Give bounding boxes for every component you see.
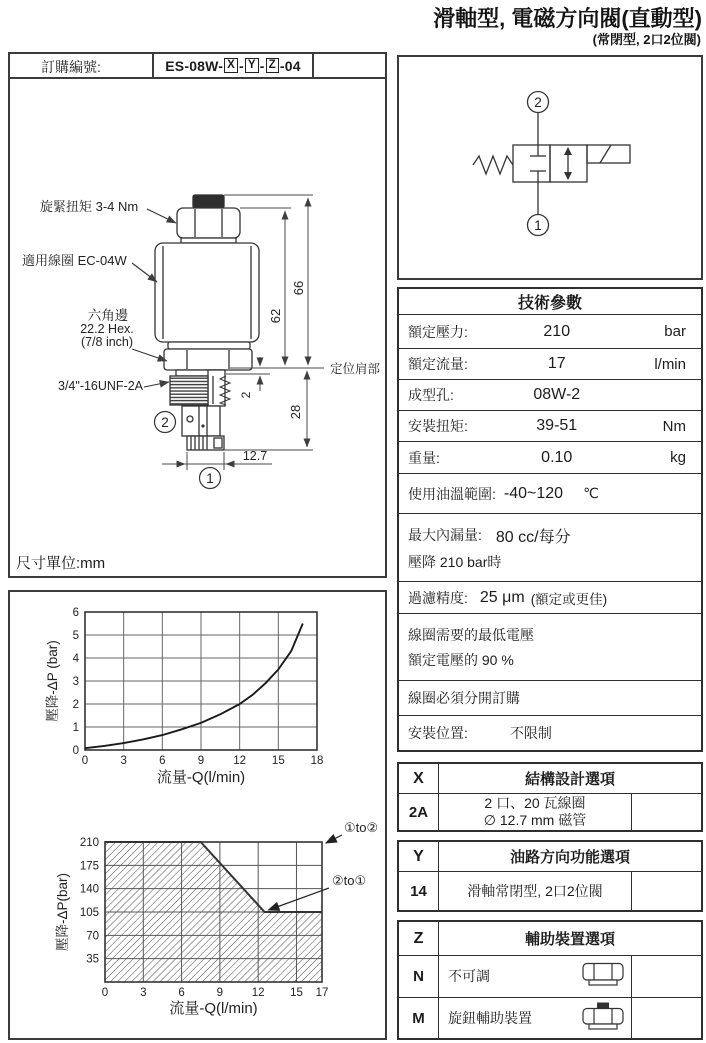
callout-thread: 3/4"-16UNF-2A: [58, 379, 144, 393]
dimension-labels: [239, 281, 381, 463]
operating-envelope-chart: [10, 806, 385, 1038]
valve-technical-drawing: [10, 54, 385, 554]
row-value: 80 cc/每分: [495, 528, 571, 546]
port-2-label: 2: [161, 415, 169, 430]
hex-22: [164, 349, 252, 370]
svg-text:9: 9: [216, 987, 224, 999]
option-table-z: [397, 920, 703, 1040]
option-z-row-m-desc: [439, 998, 632, 1038]
option-x-title: 結構設計選項: [524, 771, 615, 788]
row-value: 210: [543, 322, 571, 340]
row-line2: 壓降 210 bar時: [408, 553, 502, 570]
option-x-header-row: [399, 764, 701, 794]
order-code-prefix: ES-08W-: [165, 57, 224, 74]
option-y-header-row: [399, 842, 701, 872]
nut-icon: [580, 962, 626, 992]
order-code-x: X: [224, 58, 238, 73]
callout-coil: 適用線圈 EC-04W: [22, 253, 127, 268]
option-x-desc: [439, 794, 632, 830]
svg-text:15: 15: [290, 987, 303, 999]
table-row: [399, 314, 701, 348]
svg-text:4: 4: [72, 653, 79, 665]
svg-text:0: 0: [72, 745, 79, 757]
table-row: [399, 794, 701, 830]
row-value: 25 μm: [479, 588, 525, 606]
solenoid-symbol: [587, 145, 630, 163]
row-label: 安裝位置:: [408, 725, 468, 741]
svg-text:70: 70: [86, 930, 99, 943]
dim-62: 62: [268, 308, 283, 324]
option-y-code: Y: [399, 842, 439, 871]
top-hex-nut: [177, 208, 240, 238]
svg-text:壓降-ΔP (bar): 壓降-ΔP (bar): [45, 640, 60, 722]
option-z-row-m-empty-cell: [632, 998, 701, 1038]
row-unit: l/min: [654, 355, 686, 373]
row-label: 額定壓力:: [408, 323, 468, 340]
svg-text:①to②: ①to②: [344, 820, 379, 835]
pressure-drop-chart: [10, 594, 385, 796]
svg-text:175: 175: [79, 860, 99, 873]
order-number-label: 訂購編號:: [41, 59, 101, 75]
option-y-title: 油路方向功能選項: [509, 849, 630, 866]
svg-text:17: 17: [315, 987, 329, 999]
svg-text:15: 15: [271, 755, 285, 767]
option-x-empty-cell: [632, 794, 701, 830]
row-label: 額定流量:: [408, 356, 468, 372]
svg-text:3: 3: [72, 676, 79, 688]
row-label: 安裝扭矩:: [408, 418, 468, 434]
table-row: [399, 956, 701, 997]
row-value: 不限制: [509, 725, 552, 741]
svg-text:210: 210: [79, 837, 99, 849]
row-note: (額定或更佳): [530, 591, 608, 607]
option-x-desc-line2: ∅ 12.7 mm 磁管: [483, 812, 587, 828]
table-row: [399, 410, 701, 441]
hydraulic-symbol-panel: [397, 55, 703, 280]
option-z-row-m-code: M: [399, 998, 439, 1038]
knob-nut-icon: [580, 1002, 626, 1035]
option-x-desc-line1: 2 口、20 瓦線圈: [484, 795, 586, 811]
option-z-row-n-text: 不可調: [448, 968, 490, 984]
row-unit: bar: [664, 323, 686, 340]
svg-text:3: 3: [120, 755, 127, 767]
option-z-row-n-code: N: [399, 956, 439, 997]
row-label: 使用油溫範圍:: [408, 485, 496, 502]
row-label: 成型孔:: [408, 387, 454, 403]
page-title: 滑軸型, 電磁方向閥(直動型): [433, 6, 702, 31]
svg-text:6: 6: [178, 987, 185, 999]
option-z-row-n-empty-cell: [632, 956, 701, 997]
thread-section: [170, 376, 208, 405]
drawing-callouts: [22, 199, 144, 393]
table-row: [399, 581, 701, 613]
svg-text:12: 12: [251, 987, 265, 999]
svg-text:2: 2: [72, 699, 79, 711]
svg-text:流量-Q(l/min): 流量-Q(l/min): [156, 769, 246, 786]
svg-text:5: 5: [72, 630, 79, 642]
row-label: 過濾精度:: [408, 589, 468, 606]
row-unit: Nm: [662, 417, 686, 435]
order-code-suffix: -04: [279, 57, 301, 74]
svg-text:12: 12: [233, 755, 247, 767]
page-subtitle: (常閉型, 2口2位閥): [592, 32, 701, 47]
callout-hex-1: 六角邊: [87, 308, 129, 323]
svg-text:3: 3: [140, 987, 147, 999]
table-row: [399, 441, 701, 473]
callout-torque: 旋緊扭矩 3-4 Nm: [40, 199, 139, 214]
table-row: [399, 513, 701, 581]
port-1-label: 1: [206, 471, 214, 486]
row-label: 重量:: [408, 449, 440, 466]
tech-parameters-table: [397, 287, 703, 752]
table-row: [399, 680, 701, 715]
row-unit: ℃: [583, 485, 599, 501]
knurled-knob: [193, 195, 224, 208]
svg-text:18: 18: [310, 755, 324, 767]
table-row: [399, 473, 701, 513]
unit-note: 尺寸單位:mm: [16, 555, 106, 572]
option-y-row-code: 14: [399, 872, 439, 910]
option-z-header-row: [399, 922, 701, 956]
row-line2: 額定電壓的 90 %: [408, 651, 514, 668]
option-y-empty-cell: [632, 872, 701, 910]
valve-body: [155, 195, 259, 450]
svg-text:6: 6: [159, 755, 166, 767]
dim-28: 28: [288, 404, 303, 420]
svg-text:流量-Q(l/min): 流量-Q(l/min): [169, 1000, 258, 1017]
svg-text:1: 1: [72, 722, 79, 734]
spring-symbol: [473, 156, 513, 174]
symbol-port-bottom-label: 1: [534, 218, 542, 233]
option-x-code: X: [399, 764, 439, 793]
drawing-panel: [8, 52, 387, 578]
svg-text:6: 6: [72, 607, 79, 619]
symbol-port-top-label: 2: [534, 95, 542, 110]
row-label: 最大內漏量:: [408, 527, 482, 543]
row-unit: kg: [670, 449, 686, 466]
row-line1: 線圈必須分開訂購: [408, 690, 520, 706]
option-y-desc: 滑軸常閉型, 2口2位閥: [439, 872, 632, 910]
svg-text:140: 140: [79, 883, 99, 896]
table-row: [399, 348, 701, 379]
option-z-row-n-desc: [439, 956, 632, 997]
table-row: [399, 379, 701, 410]
option-z-row-m-text: 旋鈕輔助裝置: [448, 1009, 532, 1026]
callout-hex-3: (7/8 inch): [80, 335, 134, 349]
svg-text:②to①: ②to①: [332, 873, 367, 888]
table-row: [399, 715, 701, 750]
option-z-code: Z: [399, 922, 439, 955]
row-value: 0.10: [541, 448, 573, 466]
row-value: 39-51: [536, 417, 578, 434]
svg-text:35: 35: [86, 953, 99, 966]
tech-table-header: 技術參數: [517, 295, 582, 312]
table-row: [399, 872, 701, 910]
hydraulic-symbol: [399, 57, 701, 278]
solenoid-coil: [155, 243, 259, 342]
order-code-z: Z: [266, 58, 279, 73]
row-value: -40~120: [503, 484, 564, 502]
row-line1: 線圈需要的最低電壓: [408, 626, 534, 643]
table-row: [399, 613, 701, 680]
dim-2: 2: [239, 391, 253, 399]
svg-text:壓降-ΔP(bar): 壓降-ΔP(bar): [55, 872, 70, 952]
option-x-row-code: 2A: [399, 794, 439, 830]
dim-12-7: 12.7: [242, 449, 268, 463]
symbol-closed-position-box: [513, 145, 550, 182]
option-table-y: [397, 840, 703, 912]
option-z-title: 輔助裝置選項: [524, 931, 615, 948]
callout-hex-2: 22.2 Hex.: [80, 322, 134, 336]
charts-panel: [8, 590, 387, 1040]
svg-text:0: 0: [81, 755, 89, 767]
order-code: ES-08W- X - Y - Z -04: [152, 54, 314, 77]
row-value: 17: [547, 355, 566, 372]
order-code-y: Y: [245, 58, 259, 73]
svg-text:0: 0: [101, 987, 109, 999]
table-row: [399, 997, 701, 1038]
svg-text:105: 105: [79, 907, 99, 919]
svg-text:9: 9: [197, 755, 205, 767]
dim-66: 66: [291, 280, 306, 296]
row-value: 08W-2: [533, 386, 581, 403]
shoulder-label: 定位肩部: [330, 362, 381, 376]
option-table-x: [397, 762, 703, 832]
